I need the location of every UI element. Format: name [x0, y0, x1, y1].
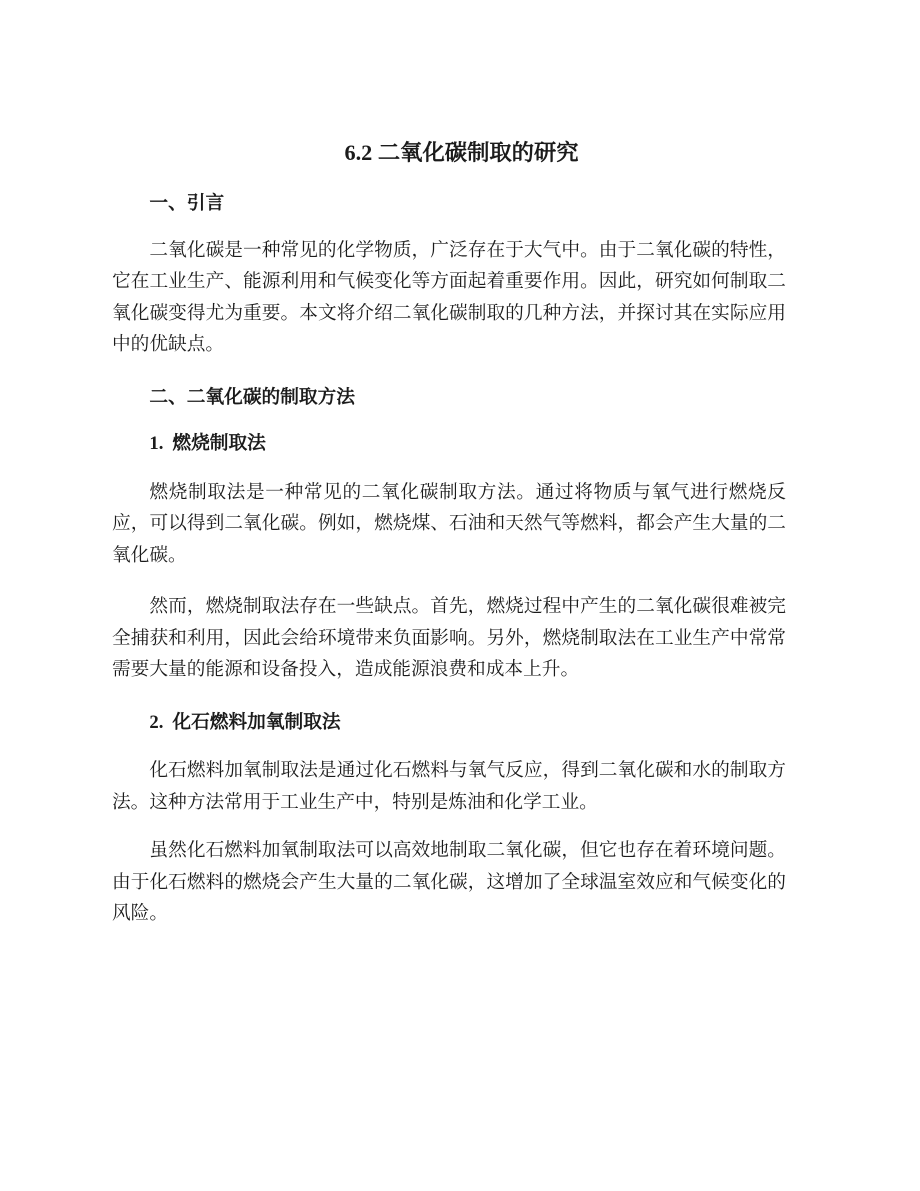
document-title: 6.2 二氧化碳制取的研究 [344, 140, 579, 165]
section-heading-intro: 一、引言 [149, 193, 225, 214]
subsection-heading-combustion [112, 428, 786, 460]
subsection-heading-fossil-fuel [112, 707, 786, 739]
intro-paragraph: 二氧化碳是一种常见的化学物质，广泛存在于大气中。由于二氧化碳的特性，它在工业生产、能源利用和气候变化等方面起着重要作用。因此，研究如何制取二氧化碳变得尤为重要。本文将介绍二氧化碳制取的几种方法，并探讨其在实际应用中的优缺点。 [112, 239, 786, 355]
subsection-number: 2. [149, 711, 164, 733]
section-heading-methods: 二、二氧化碳的制取方法 [149, 386, 355, 408]
subsection-title: 化石燃料加氧制取法 [172, 711, 341, 733]
subsection-title: 燃烧制取法 [172, 433, 266, 454]
fossil-fuel-paragraph-1: 化石燃料加氧制取法是通过化石燃料与氧气反应，得到二氧化碳和水的制取方法。这种方法常用于工业生产中，特别是炼油和化学工业。 [112, 760, 786, 813]
subsection-number: 1. [149, 433, 164, 454]
combustion-paragraph-1: 燃烧制取法是一种常见的二氧化碳制取方法。通过将物质与氧气进行燃烧反应，可以得到二氧化碳。例如，燃烧煤、石油和天然气等燃料，都会产生大量的二氧化碳。 [112, 481, 786, 566]
combustion-paragraph-2: 然而，燃烧制取法存在一些缺点。首先，燃烧过程中产生的二氧化碳很难被完全捕获和利用，因此会给环境带来负面影响。另外，燃烧制取法在工业生产中常常需要大量的能源和设备投入，造成能源浪费和成本上升。 [112, 596, 786, 680]
fossil-fuel-paragraph-2: 虽然化石燃料加氧制取法可以高效地制取二氧化碳，但它也存在着环境问题。由于化石燃料的燃烧会产生大量的二氧化碳，这增加了全球温室效应和气候变化的风险。 [112, 840, 786, 924]
